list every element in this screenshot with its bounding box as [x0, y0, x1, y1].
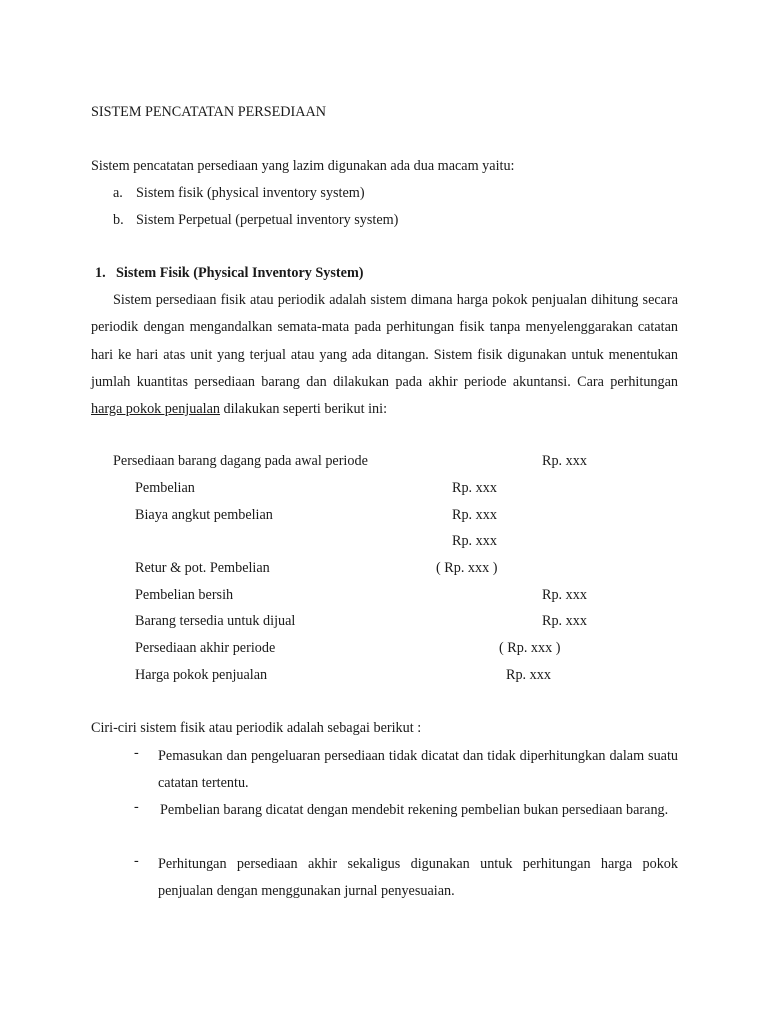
feature-item: Pemasukan dan pengeluaran persediaan tidak dicatat dan tidak diperhitungkan dalam suatu catatan tertentu. — [158, 748, 678, 792]
section-number: 1. — [95, 265, 106, 281]
calc-mid: Rp. xxx — [452, 480, 497, 496]
calc-label: Retur & pot. Pembelian — [135, 560, 270, 576]
intro-text: Sistem pencatatan persediaan yang lazim digunakan ada dua macam yaitu: — [91, 158, 515, 174]
calc-label: Persediaan akhir periode — [135, 640, 276, 656]
calc-mid: Rp. xxx — [452, 507, 497, 523]
dash-bullet: - — [134, 853, 139, 869]
list-marker: a. — [113, 185, 123, 201]
section-heading: Sistem Fisik (Physical Inventory System) — [116, 265, 364, 281]
features-intro: Ciri-ciri sistem fisik atau periodik adalah sebagai berikut : — [91, 720, 422, 736]
feature-item: Perhitungan persediaan akhir sekaligus digunakan untuk perhitungan harga pokok penjualan dengan menggunakan jurnal penyesuaian. — [158, 856, 678, 900]
calc-label: Biaya angkut pembelian — [135, 507, 273, 523]
calc-label: Barang tersedia untuk dijual — [135, 613, 296, 629]
calc-right: Rp. xxx — [542, 613, 587, 629]
list-item-b: Sistem Perpetual (perpetual inventory system) — [136, 212, 399, 228]
calc-right: Rp. xxx — [542, 587, 587, 603]
section-paragraph: Sistem persediaan fisik atau periodik adalah sistem dimana harga pokok penjualan dihitung secara periodik dengan mengandalkan semata-mata pada perhitungan fisik tanpa menyelenggarakan catatan hari ke hari atas unit yang terjual atau yang ada ditangan. Sistem fisik digunakan untuk menentukan jumlah kuantitas persediaan barang dan dilakukan pada akhir periode akuntansi. Cara perhitungan harga pokok penjualan dilakukan seperti berikut ini: — [91, 292, 678, 418]
document-title: SISTEM PENCATATAN PERSEDIAAN — [91, 104, 326, 120]
dash-bullet: - — [134, 799, 139, 815]
calc-label: Harga pokok penjualan — [135, 667, 268, 683]
list-item-a: Sistem fisik (physical inventory system) — [136, 185, 365, 201]
calc-label: Pembelian — [135, 480, 195, 496]
calc-right: ( Rp. xxx ) — [499, 640, 561, 656]
list-marker: b. — [113, 212, 124, 228]
feature-item: Pembelian barang dicatat dengan mendebit rekening pembelian bukan persediaan barang. — [160, 802, 669, 818]
calc-right: Rp. xxx — [506, 667, 551, 683]
dash-bullet: - — [134, 745, 139, 761]
calc-right: Rp. xxx — [542, 453, 587, 469]
calc-label: Persediaan barang dagang pada awal periode — [113, 453, 368, 469]
calc-mid: Rp. xxx — [452, 533, 497, 549]
hpp-link[interactable]: harga pokok penjualan — [91, 401, 220, 418]
calc-label: Pembelian bersih — [135, 587, 234, 603]
calc-mid: ( Rp. xxx ) — [436, 560, 498, 576]
